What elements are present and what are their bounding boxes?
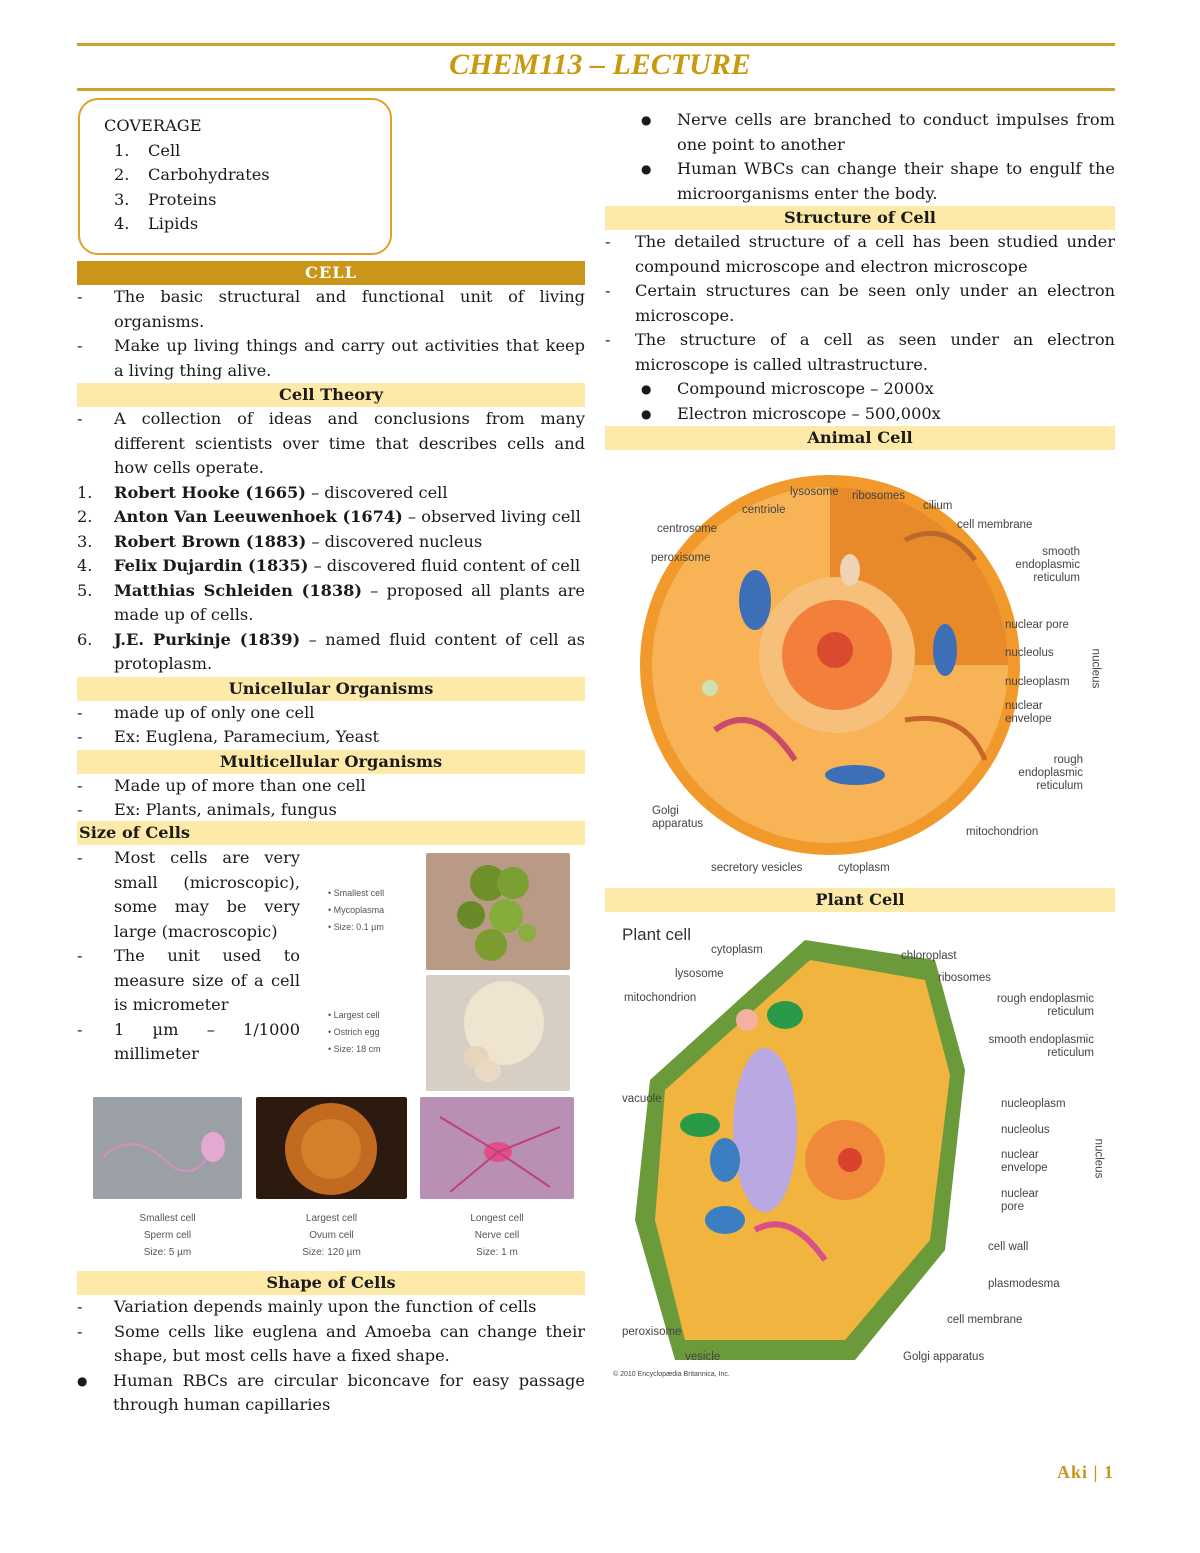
sperm-drawing <box>93 1097 242 1199</box>
label-golgi: Golgi apparatus <box>903 1351 985 1363</box>
label-cytoplasm: cytoplasm <box>711 944 763 956</box>
sperm-cell-image <box>93 1097 242 1199</box>
list-item: ● Compound microscope – 2000x <box>641 379 934 398</box>
coverage-heading: COVERAGE <box>104 116 202 135</box>
list-item: - Most cells are very small (microscopic), some may be very large (macroscopic) <box>77 848 300 941</box>
label-plasmodesma: plasmodesma <box>988 1278 1060 1290</box>
unicellular-heading: Unicellular Organisms <box>77 677 585 701</box>
plant-cell-diagram <box>605 920 1115 1380</box>
list-item: - The unit used to measure size of a cell is micrometer <box>77 946 300 1014</box>
top-rule <box>77 43 1115 46</box>
mycoplasma-image <box>426 853 570 970</box>
list-item: 5. Matthias Schleiden (1838) – proposed all plants are made up of cells. <box>77 580 585 624</box>
caption-sperm: Smallest cell Sperm cell Size: 5 µm <box>139 1213 196 1258</box>
item-text: Proteins <box>148 189 217 209</box>
plant-heading-wrap <box>605 888 1115 912</box>
label-cell-membrane: cell membrane <box>957 519 1033 531</box>
item-number: 2. <box>114 165 130 184</box>
coverage-box <box>78 98 392 255</box>
multicellular-heading: Multicellular Organisms <box>77 750 585 774</box>
label-lysosome: lysosome <box>675 968 724 980</box>
label-rough-er: rough endoplasmic reticulum <box>1018 754 1083 792</box>
list-item: 4. Felix Dujardin (1835) – discovered fluid content of cell <box>77 556 581 575</box>
left-column <box>77 261 585 823</box>
list-item: ● Nerve cells are branched to conduct impulses from one point to another <box>641 110 1115 154</box>
label-nucleoplasm: nucleoplasm <box>1001 1098 1066 1110</box>
label-cell-wall: cell wall <box>988 1241 1029 1253</box>
label-mitochondrion: mitochondrion <box>966 826 1039 838</box>
list-item: - The detailed structure of a cell has been studied under compound microscope and electron microscope <box>605 232 1115 276</box>
label-smooth-er: smooth endoplasmic reticulum <box>1015 546 1080 584</box>
item-text: Lipids <box>148 214 199 233</box>
list-item: - Made up of more than one cell <box>77 775 366 795</box>
label-cilium: cilium <box>923 500 953 512</box>
nerve-cell-image <box>420 1097 574 1199</box>
label-mitochondrion: mitochondrion <box>624 992 697 1004</box>
list-item: ● Human RBCs are circular biconcave for easy passage through human capillaries <box>77 1370 585 1414</box>
cell-heading: CELL <box>77 261 585 285</box>
size-heading: Size of Cells <box>77 821 585 845</box>
cell-theory-heading: Cell Theory <box>77 383 585 407</box>
label-nucleus: nucleus <box>1089 648 1102 689</box>
label-centrosome: centrosome <box>657 523 718 535</box>
item-number: 1. <box>114 140 130 160</box>
label-ribosomes: ribosomes <box>938 972 992 984</box>
label-lysosome: lysosome <box>790 486 839 498</box>
label-nuclear-pore: nuclear pore <box>1001 1188 1039 1213</box>
page-title: CHEM113 – LECTURE <box>449 48 751 81</box>
label-ribosomes: ribosomes <box>852 490 906 502</box>
label-nuclear-envelope: nuclear envelope <box>1001 1149 1048 1174</box>
label-cytoplasm: cytoplasm <box>838 862 890 874</box>
item-number: 4. <box>114 214 130 233</box>
nerve-drawing <box>420 1097 574 1199</box>
page-footer: Aki | 1 <box>1057 1462 1114 1482</box>
label-smooth-er: smooth endoplasmic reticulum <box>988 1034 1094 1059</box>
item-number: 3. <box>114 189 130 209</box>
caption-smallest-cell: • Smallest cell • Mycoplasma • Size: 0.1 µm <box>328 888 385 932</box>
caption-nerve: Longest cell Nerve cell Size: 1 m <box>470 1213 524 1258</box>
list-item: 3. Robert Brown (1883) – discovered nucleus <box>77 531 483 551</box>
list-item <box>104 163 390 188</box>
label-golgi: Golgi apparatus <box>652 805 704 830</box>
label-chloroplast: chloroplast <box>901 950 957 962</box>
list-item: - 1 µm – 1/1000 millimeter <box>77 1019 300 1063</box>
item-text: Carbohydrates <box>148 165 270 184</box>
egg-drawing <box>426 975 570 1091</box>
ovum-cell-image <box>256 1097 407 1199</box>
label-vesicle: vesicle <box>685 1351 721 1363</box>
caption-ovum: Largest cell Ovum cell Size: 120 µm <box>302 1213 361 1258</box>
ovum-drawing <box>256 1097 407 1199</box>
list-item: - A collection of ideas and conclusions from many different scientists over time that describes cells and how cells operate. <box>77 409 585 477</box>
label-nucleus: nucleus <box>1092 1138 1105 1179</box>
label-nuclear-pore: nuclear pore <box>1005 619 1069 631</box>
list-item: - Certain structures can be seen only under an electron microscope. <box>605 281 1115 325</box>
label-rough-er: rough endoplasmic reticulum <box>996 993 1094 1018</box>
label-cell-membrane: cell membrane <box>947 1314 1023 1326</box>
label-nucleolus: nucleolus <box>1005 647 1054 659</box>
copyright: © 2010 Encyclopædia Britannica, Inc. <box>613 1371 730 1378</box>
plant-cell-heading: Plant Cell <box>605 888 1115 912</box>
list-item: - The structure of a cell as seen under an electron microscope is called ultrastructure. <box>605 330 1115 374</box>
label-secretory-vesicles: secretory vesicles <box>711 862 803 874</box>
list-item: ● Electron microscope – 500,000x <box>641 403 941 423</box>
list-item: - Variation depends mainly upon the function of cells <box>77 1297 537 1316</box>
caption-largest-cell: • Largest cell • Ostrich egg • Size: 18 cm <box>328 1010 381 1054</box>
size-heading-wrap <box>77 821 585 845</box>
list-item: 6. J.E. Purkinje (1839) – named fluid content of cell as protoplasm. <box>77 629 585 673</box>
list-item: ● Human WBCs can change their shape to engulf the microorganisms enter the body. <box>641 159 1115 203</box>
list-item: 2. Anton Van Leeuwenhoek (1674) – observed living cell <box>77 507 581 526</box>
list-item <box>104 188 390 213</box>
list-item: - The basic structural and functional unit of living organisms. <box>77 287 585 331</box>
shape-section <box>77 1271 585 1418</box>
animal-cell-diagram <box>605 460 1115 880</box>
list-item: - Ex: Euglena, Paramecium, Yeast <box>77 727 380 746</box>
coverage-list <box>104 139 390 237</box>
label-peroxisome: peroxisome <box>651 552 711 564</box>
plant-cell-title: Plant cell <box>622 925 691 944</box>
label-nucleolus: nucleolus <box>1001 1124 1050 1136</box>
list-item: - made up of only one cell <box>77 702 315 722</box>
list-item <box>104 212 390 237</box>
list-item: 1. Robert Hooke (1665) – discovered cell <box>77 482 448 502</box>
list-item: - Make up living things and carry out activities that keep a living thing alive. <box>77 336 585 380</box>
right-column <box>605 108 1115 450</box>
list-item: - Some cells like euglena and Amoeba can change their shape, but most cells have a fixed shape. <box>77 1321 585 1365</box>
title-rule <box>77 88 1115 91</box>
label-peroxisome: peroxisome <box>622 1326 682 1338</box>
label-nuclear-envelope: nuclear envelope <box>1005 700 1052 725</box>
ostrich-egg-image <box>426 975 570 1091</box>
list-item: - Ex: Plants, animals, fungus <box>77 800 337 819</box>
size-text <box>77 846 300 1067</box>
structure-heading: Structure of Cell <box>605 206 1115 230</box>
label-centriole: centriole <box>742 504 786 516</box>
animal-cell-heading: Animal Cell <box>605 426 1115 450</box>
label-vacuole: vacuole <box>622 1093 662 1105</box>
item-text: Cell <box>148 140 181 160</box>
mycoplasma-drawing <box>426 853 570 970</box>
list-item <box>104 139 390 164</box>
shape-heading: Shape of Cells <box>77 1271 585 1295</box>
label-nucleoplasm: nucleoplasm <box>1005 676 1070 688</box>
